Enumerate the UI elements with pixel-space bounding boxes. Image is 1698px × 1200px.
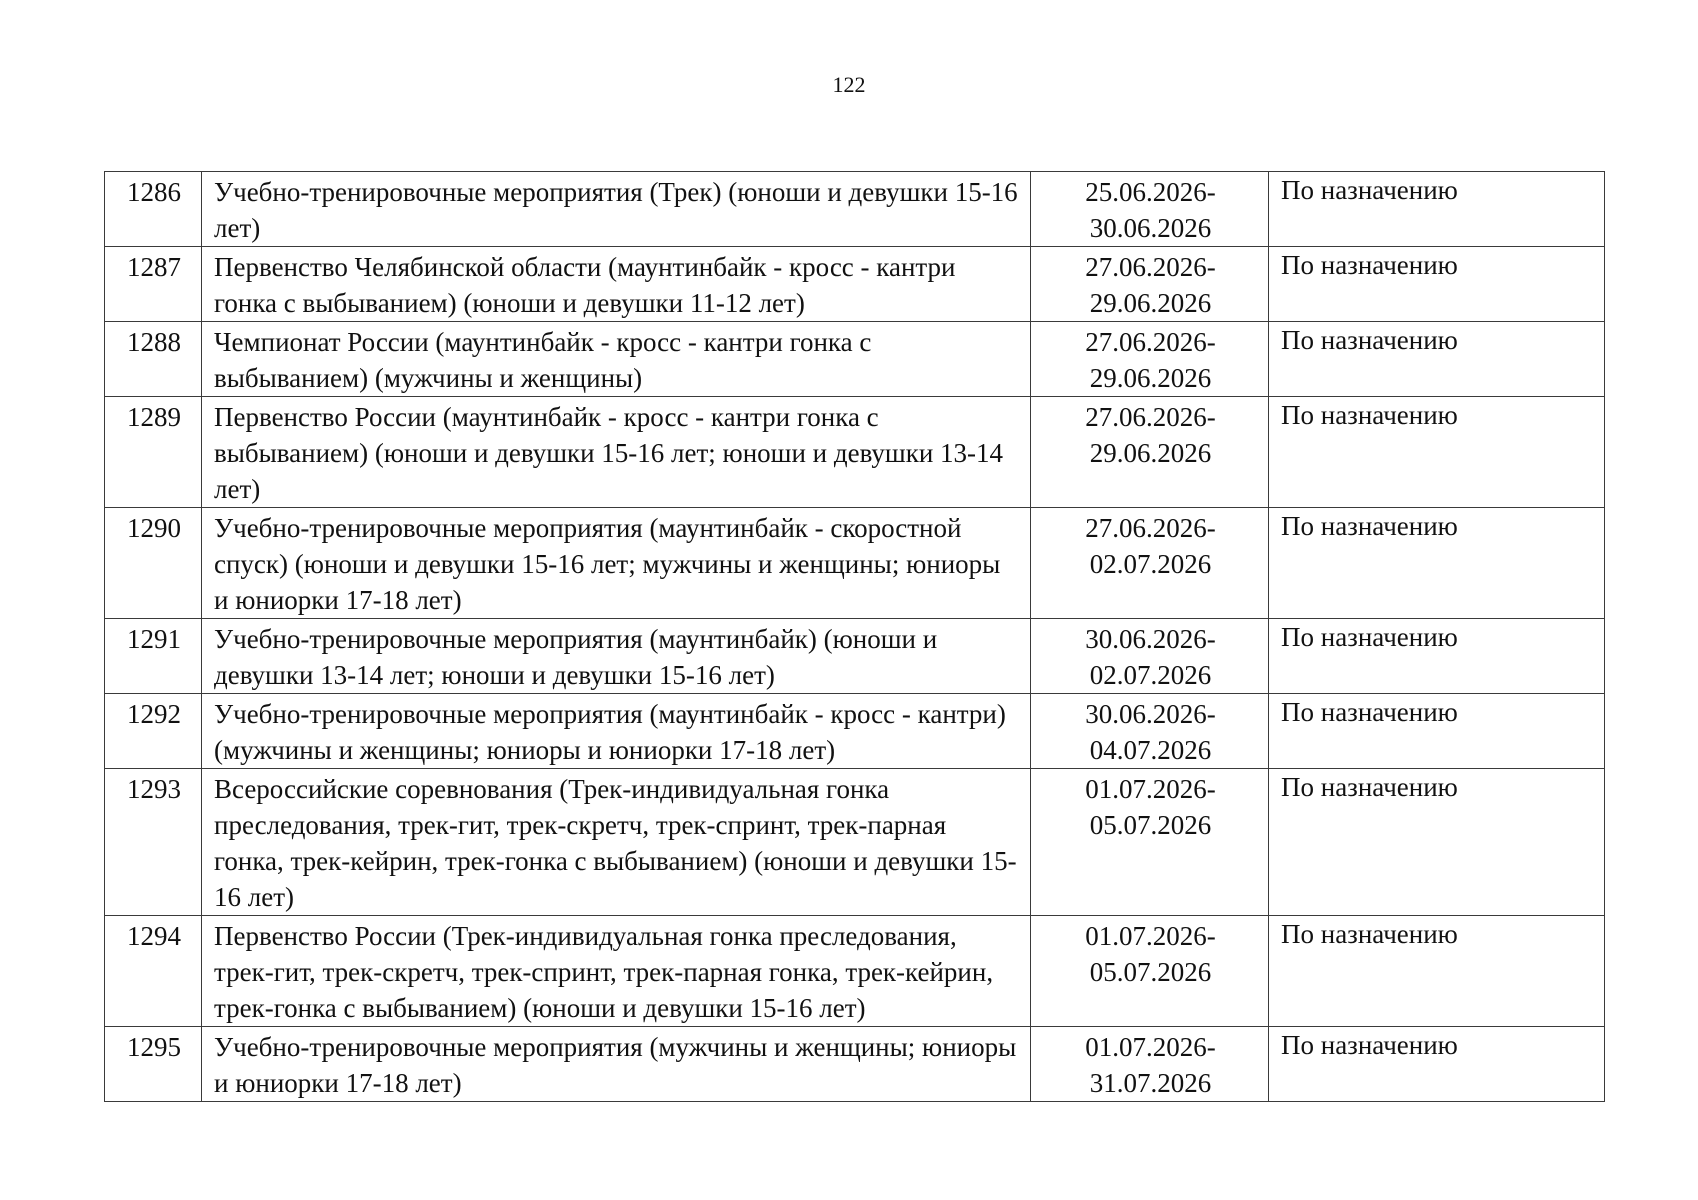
event-location: По назначению [1269,916,1605,1027]
date-start: 27.06.2026- [1085,327,1216,357]
table-row [105,322,1605,397]
event-location: По назначению [1269,694,1605,769]
date-end: 29.06.2026 [1089,363,1212,393]
table-row [105,397,1605,508]
table-row [105,916,1605,1027]
event-title: Учебно-тренировочные мероприятия (маунтинбайк - кросс - кантри) (мужчины и женщины; юниоры и юниорки 17-18 лет) [202,694,1031,769]
event-dates [1031,769,1269,916]
event-title: Учебно-тренировочные мероприятия (Трек) (юноши и девушки 15-16 лет) [202,172,1031,247]
event-location: По назначению [1269,397,1605,508]
event-title: Первенство России (Трек-индивидуальная гонка преследования, трек-гит, трек-скретч, трек-спринт, трек-парная гонка, трек-кейрин, трек-гонка с выбыванием) (юноши и девушки 15-16 лет) [202,916,1031,1027]
event-location: По назначению [1269,619,1605,694]
table-row [105,1027,1605,1102]
event-dates [1031,1027,1269,1102]
events-table [104,171,1605,1102]
event-title: Учебно-тренировочные мероприятия (маунтинбайк - скоростной спуск) (юноши и девушки 15-16 лет; мужчины и женщины; юниоры и юниорки 17-18 лет) [202,508,1031,619]
date-end: 31.07.2026 [1089,1068,1212,1098]
row-number: 1292 [105,694,202,769]
event-title: Учебно-тренировочные мероприятия (мужчины и женщины; юниоры и юниорки 17-18 лет) [202,1027,1031,1102]
event-dates [1031,397,1269,508]
date-start: 27.06.2026- [1085,513,1216,543]
date-end: 05.07.2026 [1089,810,1212,840]
event-location: По назначению [1269,247,1605,322]
event-location: По назначению [1269,508,1605,619]
row-number: 1288 [105,322,202,397]
row-number: 1290 [105,508,202,619]
date-start: 30.06.2026- [1085,624,1216,654]
event-dates [1031,619,1269,694]
row-number: 1286 [105,172,202,247]
table-row [105,247,1605,322]
date-start: 27.06.2026- [1085,252,1216,282]
event-location: По назначению [1269,1027,1605,1102]
date-start: 25.06.2026- [1085,177,1216,207]
date-end: 30.06.2026 [1089,213,1212,243]
event-title: Чемпионат России (маунтинбайк - кросс - кантри гонка с выбыванием) (мужчины и женщины) [202,322,1031,397]
event-dates [1031,694,1269,769]
date-start: 01.07.2026- [1085,1032,1216,1062]
date-end: 02.07.2026 [1089,660,1212,690]
event-dates [1031,172,1269,247]
table-row [105,619,1605,694]
date-start: 27.06.2026- [1085,402,1216,432]
event-location: По назначению [1269,769,1605,916]
event-title: Учебно-тренировочные мероприятия (маунтинбайк) (юноши и девушки 13-14 лет; юноши и девушки 15-16 лет) [202,619,1031,694]
date-end: 05.07.2026 [1089,957,1212,987]
event-dates [1031,508,1269,619]
table-row [105,694,1605,769]
row-number: 1289 [105,397,202,508]
event-dates [1031,322,1269,397]
event-title: Первенство России (маунтинбайк - кросс - кантри гонка с выбыванием) (юноши и девушки 15-16 лет; юноши и девушки 13-14 лет) [202,397,1031,508]
page-number: 122 [832,72,866,97]
event-dates [1031,247,1269,322]
row-number: 1291 [105,619,202,694]
date-start: 01.07.2026- [1085,921,1216,951]
row-number: 1293 [105,769,202,916]
row-number: 1294 [105,916,202,1027]
event-dates [1031,916,1269,1027]
event-title: Первенство Челябинской области (маунтинбайк - кросс - кантри гонка с выбыванием) (юноши и девушки 11-12 лет) [202,247,1031,322]
row-number: 1295 [105,1027,202,1102]
table-row [105,769,1605,916]
date-end: 04.07.2026 [1089,735,1212,765]
event-title: Всероссийские соревнования (Трек-индивидуальная гонка преследования, трек-гит, трек-скретч, трек-спринт, трек-парная гонка, трек-кейрин, трек-гонка с выбыванием) (юноши и девушки 15-16 лет) [202,769,1031,916]
date-end: 29.06.2026 [1089,288,1212,318]
date-end: 29.06.2026 [1089,438,1212,468]
table-row [105,172,1605,247]
table-row [105,508,1605,619]
event-location: По назначению [1269,172,1605,247]
event-location: По назначению [1269,322,1605,397]
date-start: 01.07.2026- [1085,774,1216,804]
date-start: 30.06.2026- [1085,699,1216,729]
date-end: 02.07.2026 [1089,549,1212,579]
row-number: 1287 [105,247,202,322]
